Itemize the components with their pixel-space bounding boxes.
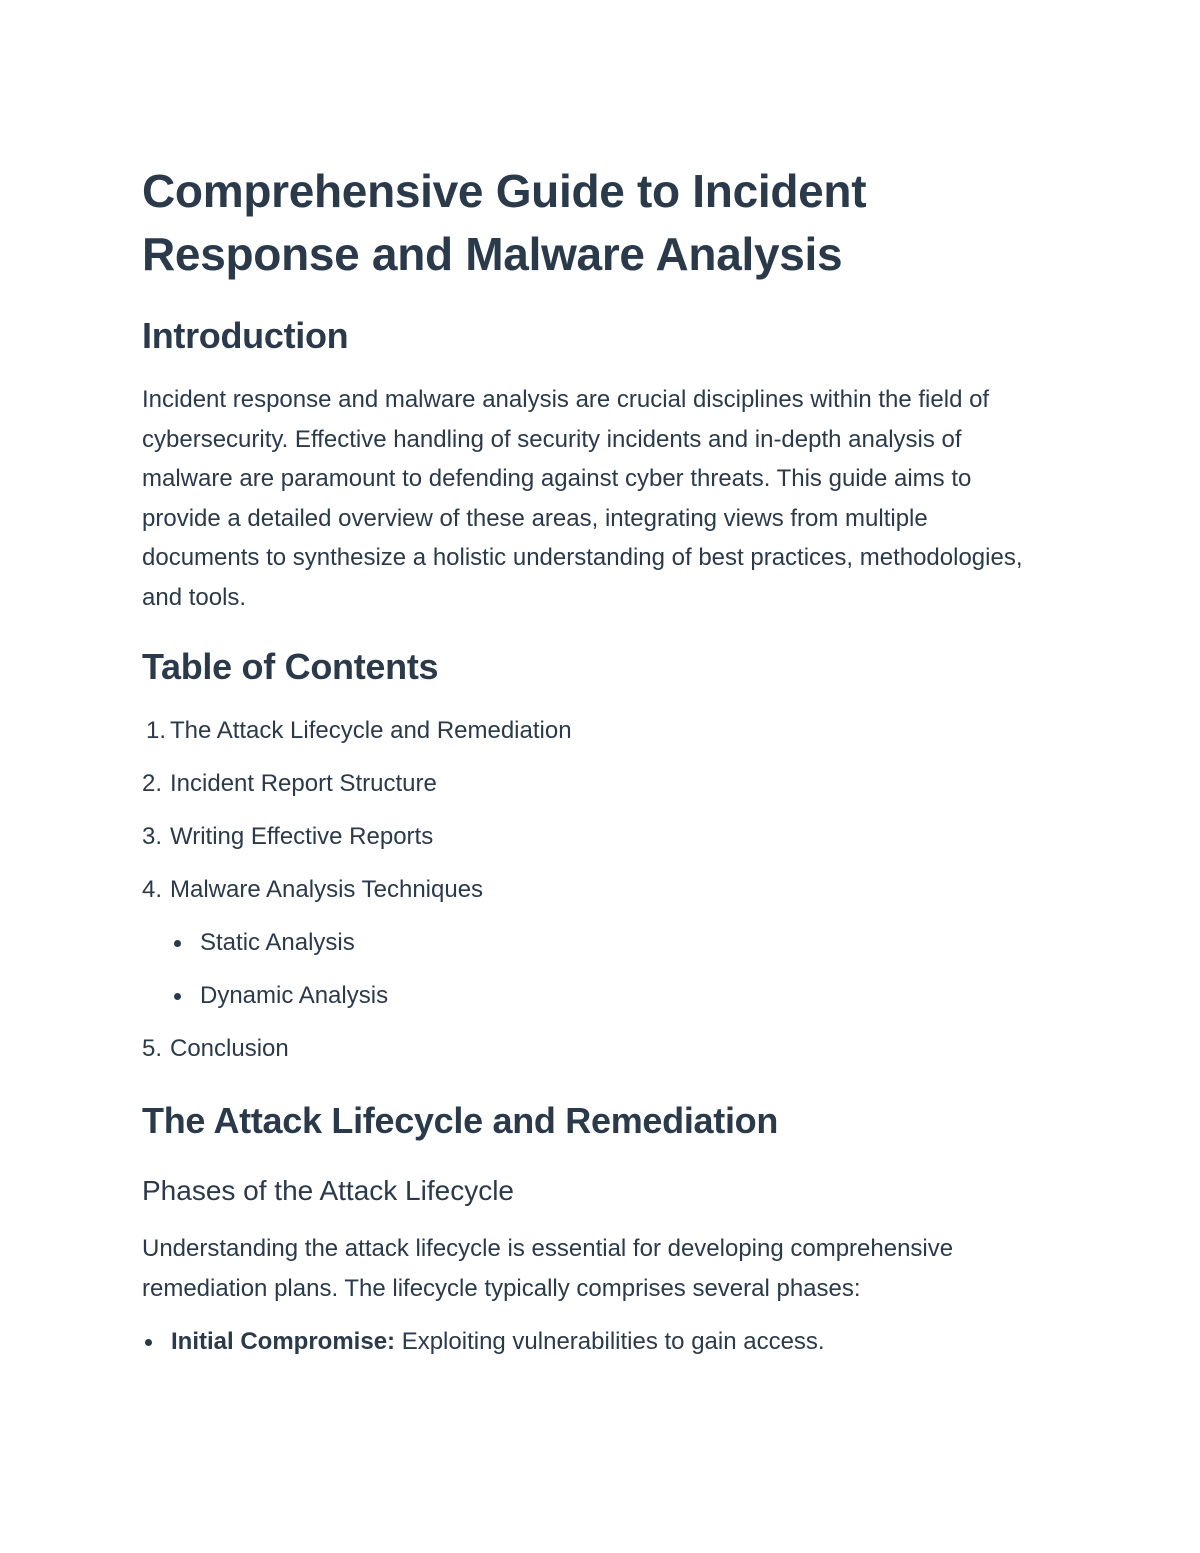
introduction-paragraph: Incident response and malware analysis are crucial disciplines within the field of cybersecurity. Effective handling of security incidents and in-depth analysis of malware are paramount to defending against cyber threats. This guide aims to provide a detailed overview of these areas, integrating views from multiple documents to synthesize a holistic understanding of best practices, methodologies, and tools. [142, 386, 1023, 611]
bullet-icon [145, 1339, 152, 1346]
phase-term: Initial Compromise: [171, 1328, 396, 1355]
phases-paragraph: Understanding the attack lifecycle is essential for developing comprehensive remediation plans. The lifecycle typically comprises several phases: [142, 1235, 954, 1302]
toc-item-number: 1. [146, 717, 167, 744]
toc-item[interactable] [142, 768, 1042, 800]
toc-item[interactable] [142, 1033, 1042, 1065]
toc-item-label: The Attack Lifecycle and Remediation [170, 717, 572, 744]
toc-sublist [142, 927, 1042, 1012]
toc-subitem[interactable] [142, 980, 1042, 1012]
toc-subitem-label: Static Analysis [200, 929, 355, 956]
toc-heading: Table of Contents [142, 646, 439, 687]
toc-item-label: Malware Analysis Techniques [170, 876, 484, 903]
document-title: Comprehensive Guide to Incident Response and Malware Analysis [142, 165, 867, 280]
toc-item-number: 3. [142, 823, 163, 850]
introduction-heading: Introduction [142, 315, 349, 356]
toc-item-number: 5. [142, 1035, 163, 1062]
toc-subitem-label: Dynamic Analysis [200, 982, 389, 1009]
toc-item[interactable] [142, 715, 1042, 747]
attack-lifecycle-heading: The Attack Lifecycle and Remediation [142, 1100, 779, 1141]
bullet-icon [174, 993, 181, 1000]
phases-subheading: Phases of the Attack Lifecycle [142, 1175, 514, 1206]
toc-item-label: Writing Effective Reports [170, 823, 434, 850]
toc-subitem[interactable] [142, 927, 1042, 959]
toc-item[interactable] [142, 874, 1042, 1012]
table-of-contents [142, 715, 1042, 1065]
list-item [142, 1326, 1042, 1358]
toc-item-number: 2. [142, 770, 163, 797]
toc-item-label: Conclusion [170, 1035, 289, 1062]
toc-item-number: 4. [142, 876, 163, 903]
bullet-icon [174, 940, 181, 947]
phase-description: Exploiting vulnerabilities to gain access. [395, 1328, 825, 1355]
phases-list [142, 1326, 1042, 1358]
toc-item[interactable] [142, 821, 1042, 853]
document-page [142, 160, 1042, 1358]
toc-item-label: Incident Report Structure [170, 770, 437, 797]
